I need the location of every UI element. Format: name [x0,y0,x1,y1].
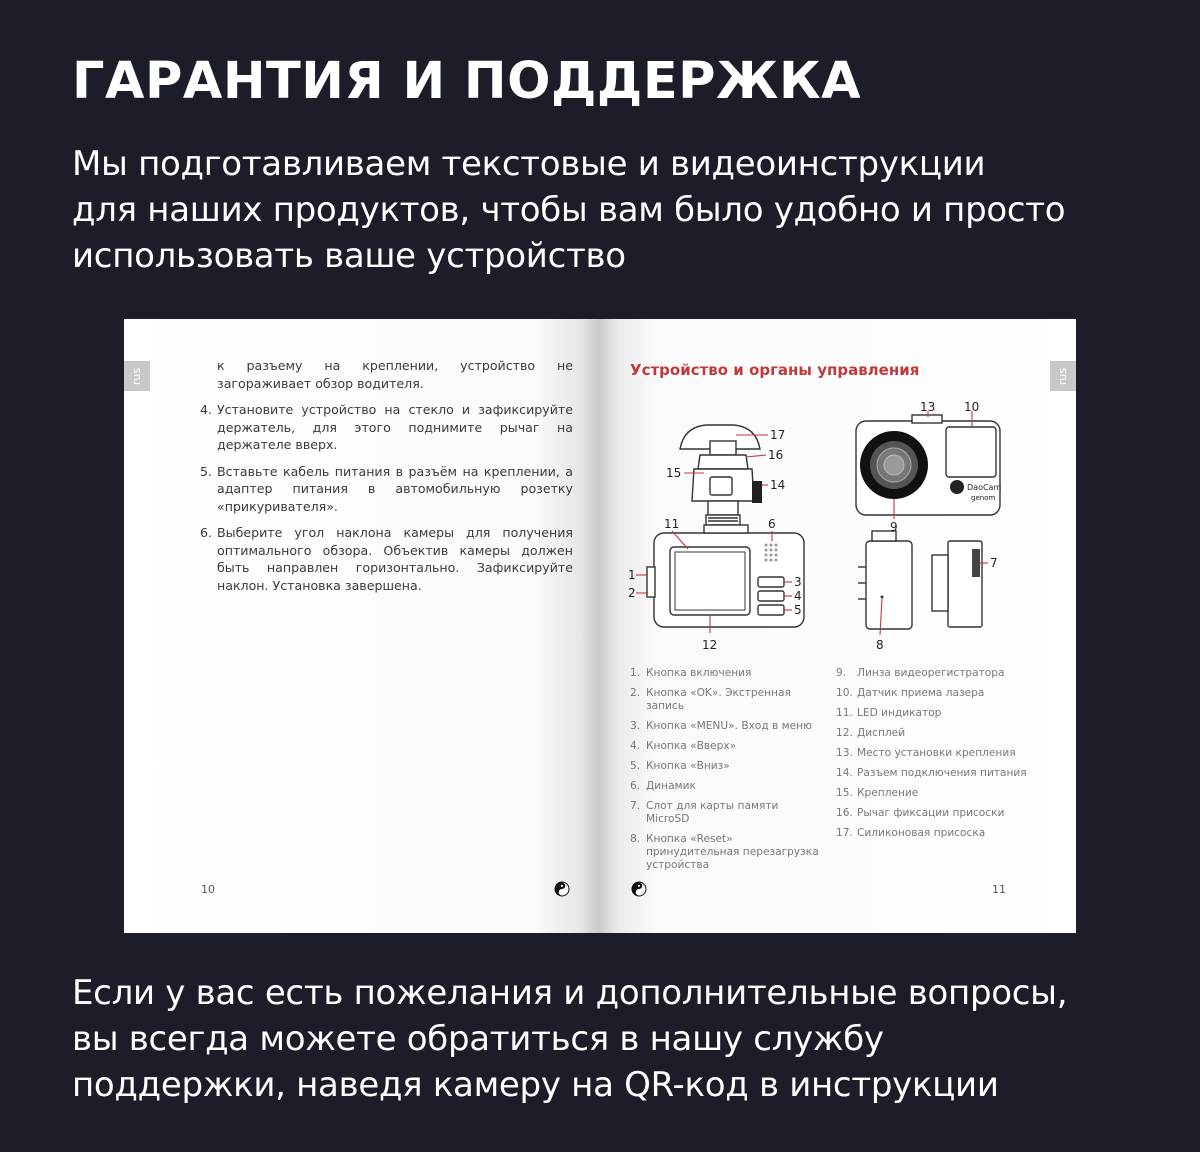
outro-line: поддержки, наведя камеру на QR-код в инструкции [72,1065,999,1105]
callout-16: 16 [768,448,784,462]
callout-6: 6 [768,517,776,531]
page-number: 11 [992,883,1006,896]
step-item [200,463,573,516]
callout-8: 8 [876,638,884,652]
intro-text [72,141,1172,279]
callout-17: 17 [770,428,786,442]
legend-right [836,667,1046,847]
legend-item: 9. Линза видеорегистратора [836,667,1005,679]
headline: ГАРАНТИЯ И ПОДДЕРЖКА [72,52,862,111]
legend-item: 13. Место установки крепления [836,747,1016,759]
callout-11: 11 [664,517,680,531]
callout-13: 13 [920,400,936,414]
page-number: 10 [201,883,215,896]
legend-item: 4. Кнопка «Вверх» [630,740,737,752]
legend-item: 2. Кнопка «OK». Экстренная запись [630,687,791,712]
legend-item: 14. Разъем подключения питания [836,767,1027,779]
manual-booklet [124,319,1076,933]
installation-steps [200,401,573,603]
step-number: 4. [200,402,213,417]
legend-item: 16. Рычаг фиксации присоски [836,807,1005,819]
brand-logo-text: DaoCam [967,483,1002,492]
legend-item: 6. Динамик [630,780,696,792]
callout-14: 14 [770,478,786,492]
step-number: 6. [200,525,213,540]
brand-model-text: genom [971,494,996,502]
intro-line: для наших продуктов, чтобы вам было удобно и просто [72,190,1066,230]
callout-1: 1 [628,568,636,582]
outro-line: Если у вас есть пожелания и дополнительные вопросы, [72,973,1068,1013]
device-side-drawing [858,531,982,629]
step-item [200,401,573,454]
legend-left [630,667,825,879]
legend-item: 11. LED индикатор [836,707,942,719]
callout-7: 7 [990,556,998,570]
brand-mark-icon [554,881,570,897]
device-diagram [628,397,1048,657]
callout-2: 2 [628,586,636,600]
callout-12: 12 [702,638,718,652]
callout-9: 9 [890,520,898,534]
callout-4: 4 [794,589,802,603]
callout-5: 5 [794,603,802,617]
legend-item: 15. Крепление [836,787,919,799]
legend-item: 7. Слот для карты памяти MicroSD [630,800,779,825]
continued-text: к разъему на креплении, устройство не загораживает обзор водителя. [217,358,573,391]
step-text: Установите устройство на стекло и зафиксируйте держатель, для этого поднимите рычаг на держателе вверх. [217,402,573,452]
outro-text [72,970,1172,1108]
step-item [200,524,573,594]
step-text: Вставьте кабель питания в разъём на креплении, а адаптер питания в автомобильную розетку «прикуривателя». [217,463,573,514]
brand-mark-icon [631,881,647,897]
section-title: Устройство и органы управления [630,361,920,379]
mount-drawing [680,425,762,531]
intro-line: использовать ваше устройство [72,236,626,276]
step-number: 5. [200,463,213,479]
right-page [600,319,1076,933]
legend-item: 17. Силиконовая присоска [836,827,986,839]
intro-line: Мы подготавливаем текстовые и видеоинструкции [72,144,986,184]
callout-10: 10 [964,400,980,414]
callout-15: 15 [666,466,682,480]
callout-3: 3 [794,575,802,589]
legend-item: 1. Кнопка включения [630,667,752,679]
step-text: Выберите угол наклона камеры для получения оптимального обзора. Объектив камеры должен быть направлен горизонтально. Зафиксируйте наклон. Установка завершена. [217,525,573,593]
language-tab: rus [124,361,150,391]
outro-line: вы всегда можете обратиться в нашу службу [72,1019,884,1059]
legend-item: 8. Кнопка «Reset» принудительная перезагрузка устройства [630,833,819,871]
legend-item: 12. Дисплей [836,727,906,739]
device-front-drawing [647,525,804,627]
legend-item: 3. Кнопка «MENU». Вход в меню [630,720,812,732]
left-page [124,319,600,933]
language-tab: rus [1050,361,1076,391]
legend-item: 5. Кнопка «Вниз» [630,760,730,772]
legend-item: 10. Датчик приема лазера [836,687,985,699]
